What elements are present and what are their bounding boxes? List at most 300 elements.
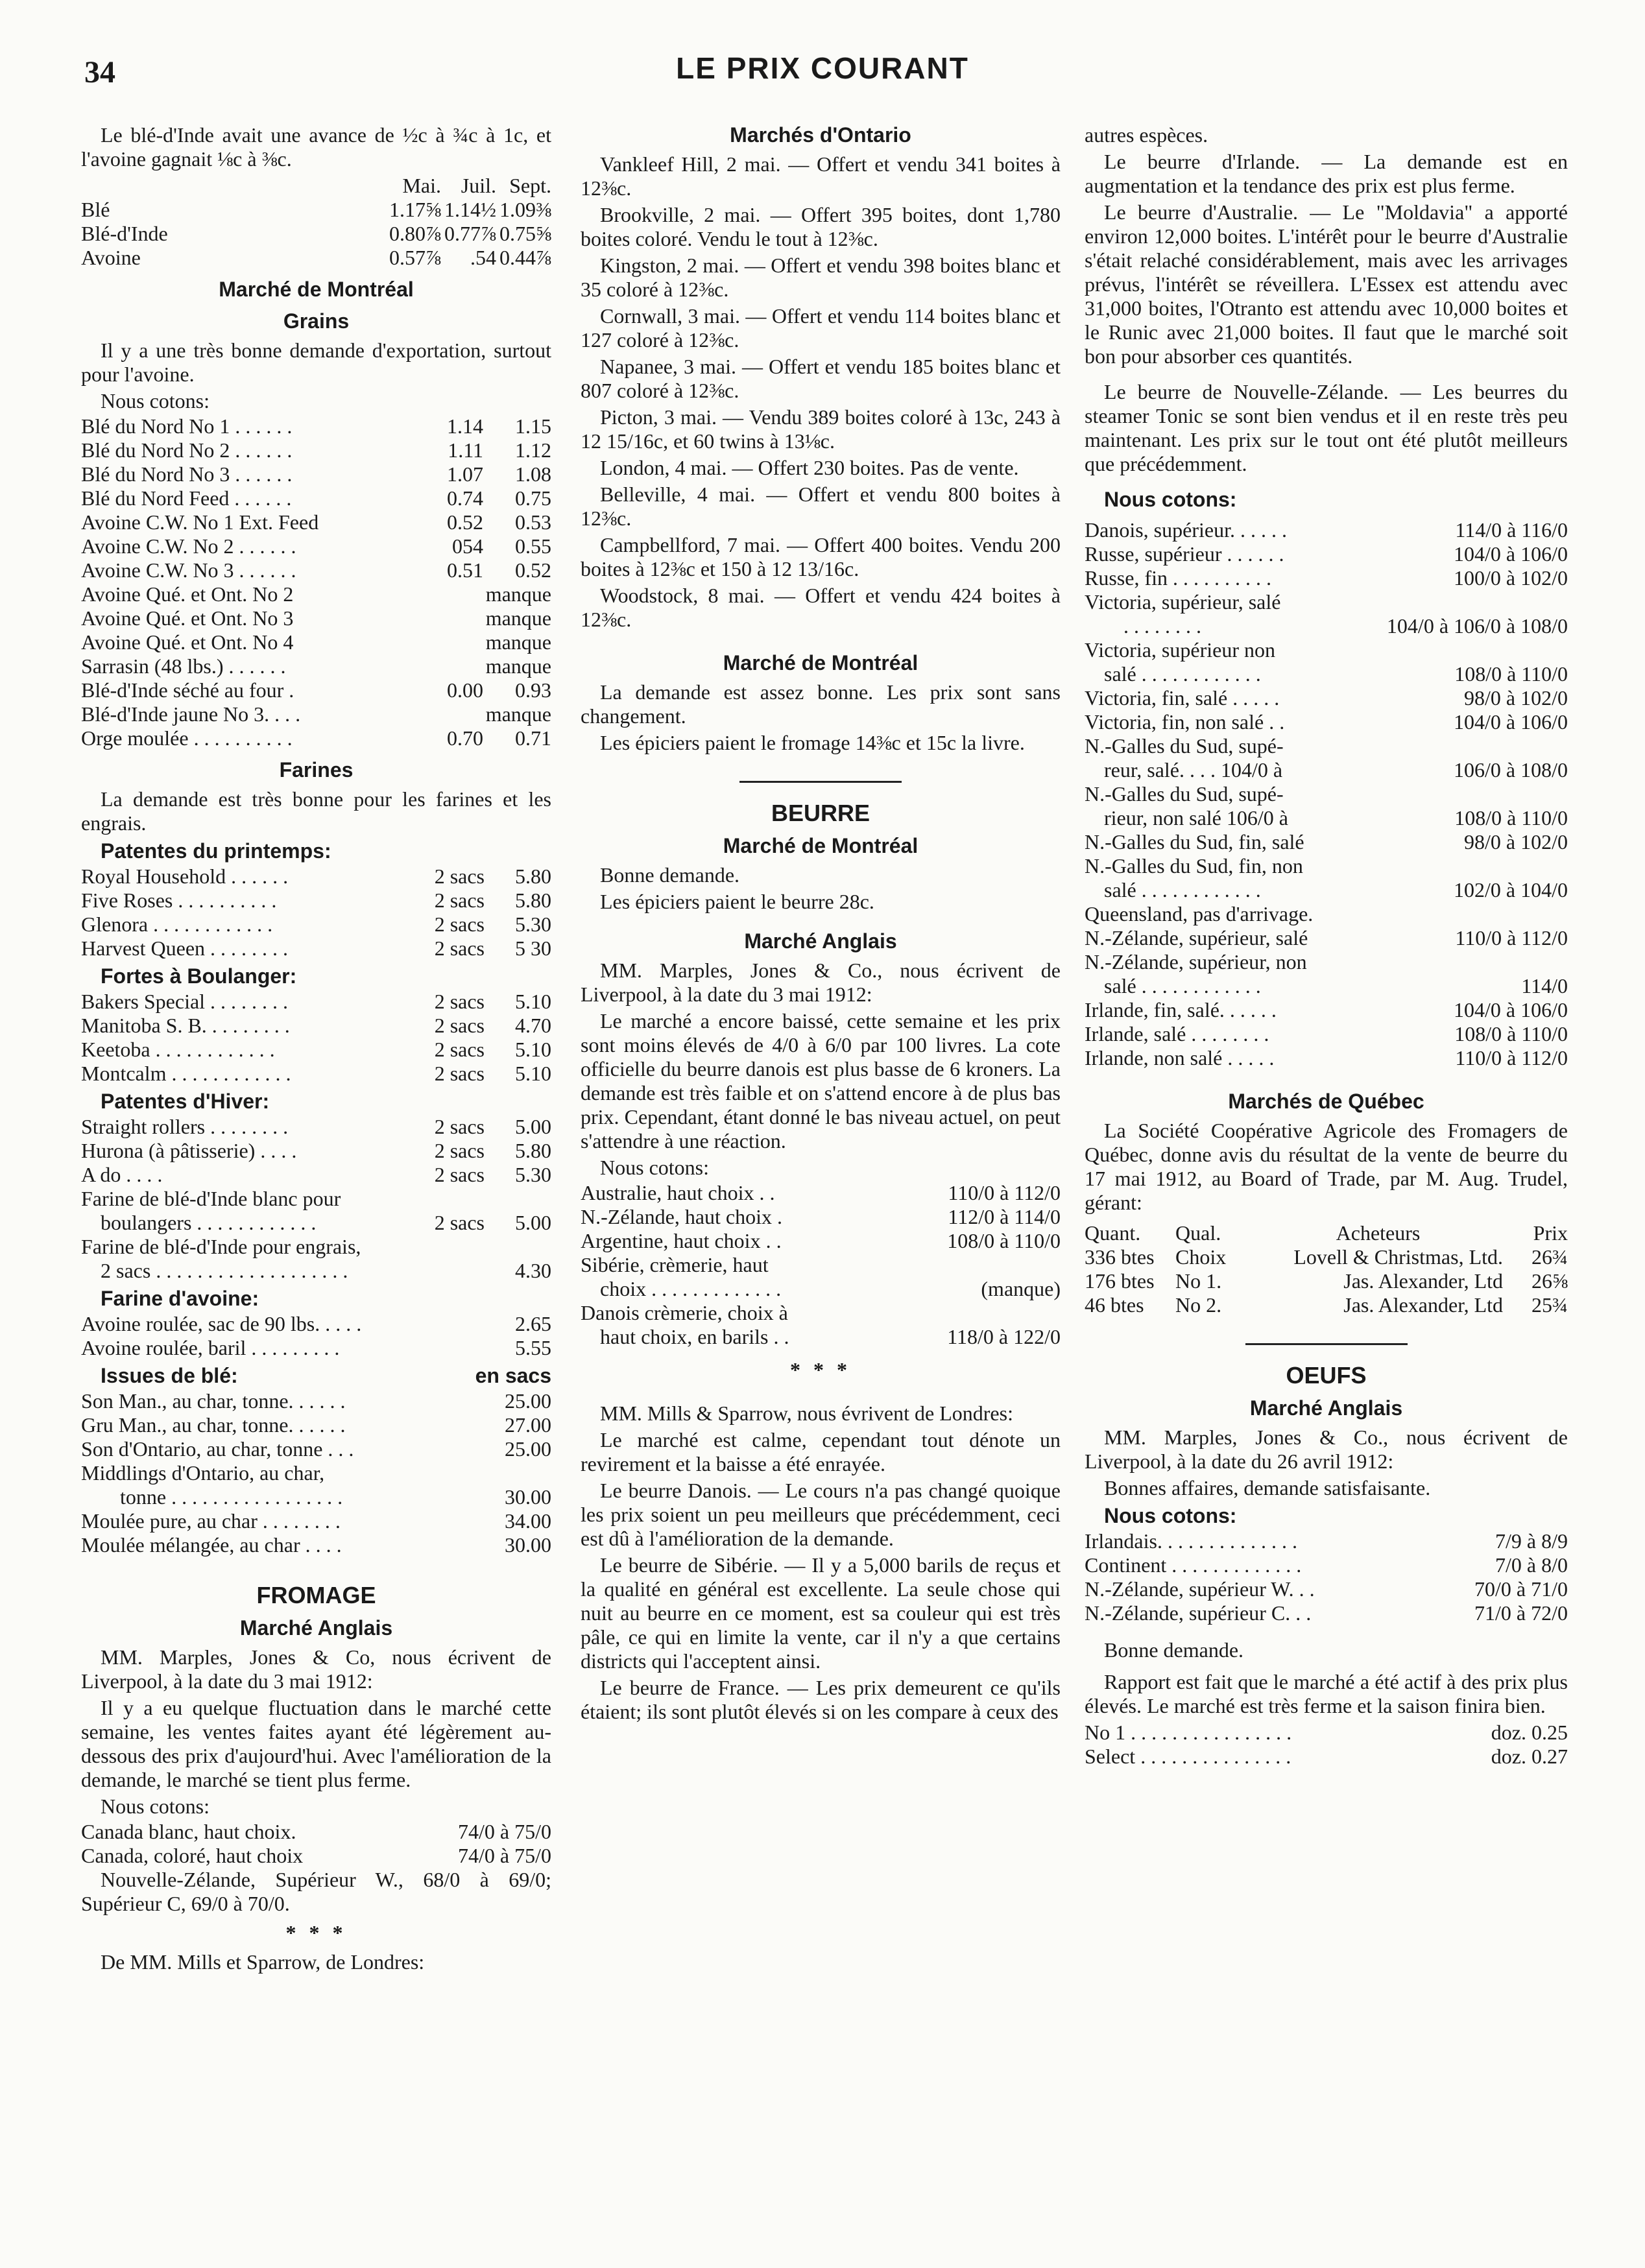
row-label: tonne . . . . . . . . . . . . . . . . .: [120, 1485, 343, 1509]
row-qty: 2 sacs: [434, 1062, 485, 1085]
subsection-heading: Fortes à Boulanger:: [101, 964, 297, 988]
flour-row: [81, 1014, 551, 1038]
row-price: 34.00: [505, 1509, 551, 1533]
price-row: [1085, 518, 1568, 542]
row-values: [410, 582, 551, 606]
flour-row: [81, 1115, 551, 1139]
price-row-line: [1085, 878, 1568, 902]
nous-cotons-label: Nous cotons:: [1104, 1504, 1237, 1527]
row-price: 74/0 à 75/0: [458, 1820, 551, 1843]
price-high: manque: [485, 654, 551, 678]
row-price: 118/0 à 122/0: [947, 1325, 1061, 1348]
row-label: Montcalm . . . . . . . . . . . .: [81, 1062, 291, 1085]
issues-heading-row: [101, 1364, 551, 1388]
price-low: 1.14: [447, 414, 483, 438]
price-row: [581, 1301, 1061, 1349]
row-values: [410, 702, 551, 726]
price-high: 0.75: [515, 486, 551, 510]
flour-row: [81, 889, 551, 913]
section-title: Marché de Montréal: [219, 278, 414, 301]
flour-row: [81, 865, 551, 889]
intro-paragraph: Le blé-d'Inde avait une avance de ½c à ¾c à 1c, et l'avoine gagnait ⅛c à ⅜c.: [81, 123, 551, 171]
price-row: [81, 1844, 551, 1868]
grain-row: [81, 438, 551, 462]
mills-paragraph: MM. Mills & Sparrow, nous évrivent de Londres:: [600, 1402, 1013, 1425]
row-price: 5.80: [515, 865, 551, 888]
price-high: 0.71: [515, 726, 551, 750]
price-high: 0.55: [515, 534, 551, 558]
grain-row: [81, 510, 551, 534]
price-row: [1085, 710, 1568, 734]
row-price: 25.00: [505, 1437, 551, 1461]
price-high: 0.53: [515, 510, 551, 534]
column-2: [581, 123, 1061, 1726]
value-july: 0.77⅞: [444, 222, 496, 245]
row-label: Blé-d'Inde jaune No 3. . . .: [81, 702, 301, 726]
price-row: [81, 1312, 551, 1336]
grain-row: [81, 678, 551, 702]
price-low: 0.51: [447, 558, 483, 582]
grain-row: [81, 702, 551, 726]
price-low: 1.07: [447, 462, 483, 486]
row-price: 114/0: [1521, 974, 1568, 997]
separator-stars: * * *: [285, 1921, 347, 1944]
row-label: Bakers Special . . . . . . . .: [81, 990, 289, 1013]
row-values: [410, 534, 551, 558]
header-july: Juil.: [461, 174, 496, 197]
row-qty: 2 sacs: [434, 1038, 485, 1061]
beurre-paragraph: Le beurre de Nouvelle-Zélande. — Les beurres du steamer Tonic se sont bien vendus et il en reste très peu maintenant. Les prix sur le tout ont été plutôt meilleurs que précédemment.: [1085, 380, 1568, 475]
page-number: 34: [84, 55, 115, 90]
row-price: 4.30: [515, 1259, 551, 1282]
row-values: [410, 558, 551, 582]
row-label: Blé-d'Inde séché au four .: [81, 678, 294, 702]
price-row: [1085, 998, 1568, 1022]
grain-row: [81, 582, 551, 606]
row-price: 2.65: [515, 1312, 551, 1335]
fromage-paragraph: De MM. Mills et Sparrow, de Londres:: [101, 1950, 425, 1974]
grain-row: [81, 462, 551, 486]
section-title: FROMAGE: [256, 1582, 376, 1608]
mills-paragraph: Le beurre Danois. — Le cours n'a pas changé quoique les prix soient un peu meilleurs que précédemment, ceci est dû à l'amélioration de la demande.: [581, 1479, 1061, 1550]
row-label: Avoine C.W. No 2 . . . . . .: [81, 534, 296, 558]
subsection-heading: Patentes du printemps:: [101, 839, 331, 863]
row-label: N.-Galles du Sud, supé-: [1085, 734, 1284, 758]
row-qty: 2 sacs: [434, 1014, 485, 1037]
cell-quality: Choix: [1175, 1245, 1227, 1269]
row-label: Russe, supérieur . . . . . .: [1085, 542, 1284, 566]
price-row: [81, 1437, 551, 1461]
price-row: [81, 1413, 551, 1437]
separator-stars: * * *: [790, 1358, 851, 1381]
price-row: [1085, 926, 1568, 950]
price-row: [1085, 782, 1568, 830]
row-label: Farine de blé-d'Inde blanc pour: [81, 1187, 341, 1210]
row-price: 5.80: [515, 889, 551, 912]
price-row: [81, 1533, 551, 1557]
row-label: Blé du Nord No 2 . . . . . .: [81, 438, 293, 462]
nous-cotons-label: Nous cotons:: [101, 1795, 210, 1818]
row-qty: 2 sacs: [434, 889, 485, 912]
ontario-market-paragraph: Cornwall, 3 mai. — Offert et vendu 114 boites blanc et 127 coloré à 12⅜c.: [581, 304, 1061, 352]
row-label: Royal Household . . . . . .: [81, 865, 289, 888]
value-july: 1.14½: [444, 198, 496, 221]
row-price: 4.70: [515, 1014, 551, 1037]
row-values: [410, 654, 551, 678]
unit-label: en sacs: [475, 1364, 551, 1387]
montreal-paragraph: Les épiciers paient le fromage 14⅜c et 15c la livre.: [600, 731, 1025, 754]
price-row: [1085, 734, 1568, 782]
section-divider: [739, 781, 902, 783]
row-price: 5.00: [515, 1115, 551, 1138]
value-may: 0.57⅞: [389, 246, 441, 269]
row-label: N.-Galles du Sud, fin, salé: [1085, 830, 1304, 853]
fromage-nz-paragraph: Nouvelle-Zélande, Supérieur W., 68/0 à 69/0; Supérieur C, 69/0 à 70/0.: [81, 1868, 551, 1915]
row-price: 5 30: [515, 937, 551, 960]
anglais-paragraph: MM. Marples, Jones & Co., nous écrivent de Liverpool, à la date du 3 mai 1912:: [581, 959, 1061, 1006]
price-row: [581, 1181, 1061, 1205]
row-price: 30.00: [505, 1533, 551, 1557]
table-row: [1085, 1293, 1568, 1317]
row-label: N.-Galles du Sud, supé-: [1085, 782, 1284, 806]
row-label: Sarrasin (48 lbs.) . . . . . .: [81, 654, 286, 678]
price-row: [1085, 686, 1568, 710]
row-price: 104/0 à 106/0: [1454, 542, 1568, 566]
fromage-paragraph: Il y a eu quelque fluctuation dans le marché cette semaine, les ventes faites ayant été légèrement au-dessous des prix d'aujourd'hui. Avec l'amélioration de la demande, le marché se tient plus ferme.: [81, 1696, 551, 1791]
quebec-table: [1085, 1221, 1568, 1317]
row-price: 108/0 à 110/0: [947, 1229, 1061, 1252]
column-1: [81, 123, 551, 1977]
section-subtitle: Marché de Montréal: [723, 651, 919, 674]
futures-header: [81, 174, 551, 198]
row-values: [410, 510, 551, 534]
row-values: [410, 486, 551, 510]
row-label: Victoria, supérieur, salé: [1085, 590, 1281, 614]
flour-row: [81, 937, 551, 961]
row-label: Avoine Qué. et Ont. No 4: [81, 630, 294, 654]
row-price: 104/0 à 106/0 à 108/0: [1386, 614, 1568, 638]
table-header-row: [1085, 1221, 1568, 1245]
flour-row: [81, 913, 551, 937]
cell-buyer: Jas. Alexander, Ltd: [1343, 1269, 1503, 1293]
row-price: 5.10: [515, 1038, 551, 1061]
row-price: 112/0 à 114/0: [948, 1205, 1061, 1228]
row-values: [410, 414, 551, 438]
price-high: 1.08: [515, 462, 551, 486]
grain-row: [81, 630, 551, 654]
subsection-heading: Farine d'avoine:: [101, 1287, 259, 1310]
ontario-market-paragraph: Napanee, 3 mai. — Offert et vendu 185 boites blanc et 807 coloré à 12⅜c.: [581, 355, 1061, 402]
continued-paragraph: autres espèces.: [1085, 123, 1208, 147]
grain-row: [81, 414, 551, 438]
ontario-market-paragraph: Brookville, 2 mai. — Offert 395 boites, dont 1,780 boites coloré. Vendu le tout à 12⅜c.: [581, 203, 1061, 250]
price-high: 0.52: [515, 558, 551, 582]
row-label: Orge moulée . . . . . . . . . .: [81, 726, 293, 750]
row-qty: 2 sacs: [434, 1139, 485, 1162]
price-row: [1085, 1721, 1568, 1745]
row-qty: 2 sacs: [434, 865, 485, 888]
row-label: Avoine roulée, baril . . . . . . . . .: [81, 1336, 340, 1359]
row-label: No 1 . . . . . . . . . . . . . . . .: [1085, 1721, 1292, 1744]
price-row: [81, 1389, 551, 1413]
row-label: Argentine, haut choix . .: [581, 1229, 782, 1252]
row-label: Select . . . . . . . . . . . . . . .: [1085, 1745, 1291, 1768]
section-subtitle: Marchés de Québec: [1228, 1090, 1424, 1113]
row-label: N.-Zélande, supérieur W. . .: [1085, 1577, 1315, 1601]
queensland-line: Queensland, pas d'arrivage.: [1085, 902, 1314, 925]
price-row-line: [1085, 710, 1568, 734]
ontario-market-paragraph: Belleville, 4 mai. — Offert et vendu 800 boites à 12⅜c.: [581, 483, 1061, 530]
row-label: Irlande, salé . . . . . . . .: [1085, 1022, 1269, 1045]
row-qty: 2 sacs: [434, 990, 485, 1013]
price-row-line: [1085, 830, 1568, 854]
row-values: [384, 222, 551, 246]
section-subtitle: Grains: [283, 309, 350, 333]
table-header: Quant.: [1085, 1221, 1141, 1245]
table-header: Acheteurs: [1336, 1221, 1421, 1245]
row-label: Farine de blé-d'Inde pour engrais,: [81, 1235, 361, 1258]
table-row: [1085, 1269, 1568, 1293]
price-row: [81, 1187, 551, 1235]
row-values: [410, 630, 551, 654]
value-may: 1.17⅝: [389, 198, 441, 221]
row-price: 98/0 à 102/0: [1464, 830, 1568, 853]
mills-paragraph: Le marché est calme, cependant tout dénote un revirement et la baisse a été enrayée.: [581, 1428, 1061, 1475]
row-label: Avoine C.W. No 3 . . . . . .: [81, 558, 296, 582]
row-label: Blé du Nord Feed . . . . . .: [81, 486, 292, 510]
page-title: LE PRIX COURANT: [676, 51, 969, 85]
futures-row: [81, 246, 551, 270]
price-row-line: [1085, 806, 1568, 830]
row-values: [384, 198, 551, 222]
price-low: 0.52: [447, 510, 483, 534]
row-label: Avoine C.W. No 1 Ext. Feed: [81, 510, 319, 534]
section-subtitle: Marchés d'Ontario: [730, 123, 911, 147]
row-label: Blé du Nord No 3 . . . . . .: [81, 462, 293, 486]
column-3: [1085, 123, 1568, 1769]
row-label: Straight rollers . . . . . . . .: [81, 1115, 289, 1138]
montreal-paragraph: La demande est assez bonne. Les prix sont sans changement.: [581, 680, 1061, 728]
section-title: BEURRE: [771, 800, 870, 826]
price-row-line: [1085, 662, 1568, 686]
row-price: 110/0 à 112/0: [948, 1181, 1061, 1204]
row-values: [410, 726, 551, 750]
mills-paragraph: Le beurre de France. — Les prix demeurent ce qu'ils étaient; ils sont plutôt élevés si on les compare à ceux des: [581, 1676, 1061, 1723]
futures-row: [81, 198, 551, 222]
price-row: [581, 1205, 1061, 1229]
row-label: Irlandais. . . . . . . . . . . . . .: [1085, 1529, 1297, 1553]
row-label: Victoria, fin, salé . . . . .: [1085, 686, 1280, 710]
row-price: 5.80: [515, 1139, 551, 1162]
value-sept: 0.44⅞: [499, 246, 551, 269]
ontario-market-paragraph: Picton, 3 mai. — Vendu 389 boites coloré à 13c, 243 à 12 15/16c, et 60 twins à 13⅛c.: [581, 405, 1061, 453]
row-label: Irlande, non salé . . . . .: [1085, 1046, 1275, 1069]
header-sept: Sept.: [509, 174, 551, 197]
cell-price: 26¾: [1531, 1245, 1568, 1269]
anglais-paragraph: Le marché a encore baissé, cette semaine et les prix sont moins élevés de 4/0 à 6/0 par 100 livres. La cote officielle du beurre danois est plus basse de 6 kroners. La demande est très faible et on s'attend encore à de plus bas prix. Cependant, étant donné le bas niveau actuel, on peut s'attendre à une réaction.: [581, 1009, 1061, 1152]
section-subtitle: Marché Anglais: [744, 929, 897, 953]
oeufs-paragraph: MM. Marples, Jones & Co., nous écrivent de Liverpool, à la date du 26 avril 1912:: [1085, 1426, 1568, 1473]
row-price: 114/0 à 116/0: [1455, 518, 1568, 542]
price-high: 1.12: [515, 438, 551, 462]
price-high: manque: [485, 630, 551, 654]
row-values: [410, 462, 551, 486]
ontario-market-paragraph: Campbellford, 7 mai. — Offert 400 boites. Vendu 200 boites à 12⅜c et 150 à 12 13/16c.: [581, 533, 1061, 580]
subsection-heading: Issues de blé:: [101, 1364, 238, 1387]
row-qty: 2 sacs: [434, 937, 485, 960]
row-label: N.-Galles du Sud, fin, non: [1085, 854, 1303, 877]
row-price: 104/0 à 106/0: [1454, 710, 1568, 734]
row-label: haut choix, en barils . .: [600, 1325, 789, 1348]
price-row-line: [1085, 926, 1568, 950]
row-price: 110/0 à 112/0: [1455, 926, 1568, 949]
cell-quantity: 336 btes: [1085, 1245, 1155, 1269]
row-price: 5.30: [515, 1163, 551, 1186]
price-row-line: [1085, 1046, 1568, 1070]
row-label: reur, salé. . . . 104/0 à: [1104, 758, 1283, 782]
cell-quantity: 176 btes: [1085, 1269, 1155, 1293]
row-label: Gru Man., au char, tonne. . . . . .: [81, 1413, 346, 1437]
flour-row: [81, 1163, 551, 1187]
price-row: [1085, 1577, 1568, 1601]
cell-buyer: Jas. Alexander, Ltd: [1343, 1293, 1503, 1317]
grain-row: [81, 534, 551, 558]
row-label: Son Man., au char, tonne. . . . . .: [81, 1389, 346, 1413]
price-row: [1085, 950, 1568, 998]
row-label: Canada blanc, haut choix.: [81, 1820, 296, 1843]
price-high: 0.93: [515, 678, 551, 702]
row-price: 5.10: [515, 1062, 551, 1085]
price-row: [581, 1229, 1061, 1253]
row-price: (manque): [981, 1277, 1061, 1300]
price-row: [1085, 1601, 1568, 1625]
row-qty: 2 sacs: [434, 1163, 485, 1186]
row-price: 5.10: [515, 990, 551, 1013]
row-label: Avoine Qué. et Ont. No 3: [81, 606, 294, 630]
price-row: [81, 1336, 551, 1360]
row-label: Avoine roulée, sac de 90 lbs. . . . .: [81, 1312, 362, 1335]
quebec-paragraph: La Société Coopérative Agricole des Fromagers de Québec, donne avis du résultat de la vente de beurre du 17 mai 1912, au Board of Trade, par M. Aug. Trudel, gérant:: [1085, 1119, 1568, 1214]
page-header: [0, 51, 1645, 96]
section-title: OEUFS: [1286, 1362, 1367, 1389]
row-label: Keetoba . . . . . . . . . . . .: [81, 1038, 275, 1061]
row-label: Continent . . . . . . . . . . . . .: [1085, 1553, 1302, 1577]
row-price: 74/0 à 75/0: [458, 1844, 551, 1867]
price-high: manque: [485, 582, 551, 606]
nous-cotons-label: Nous cotons:: [600, 1156, 709, 1179]
farines-paragraph: La demande est très bonne pour les farines et les engrais.: [81, 787, 551, 835]
beurre-paragraph: Les épiciers paient le beurre 28c.: [600, 890, 874, 913]
row-label: . . . . . . . .: [1123, 614, 1201, 638]
cell-quality: No 2.: [1175, 1293, 1222, 1317]
flour-row: [81, 1139, 551, 1163]
cell-price: 25¾: [1531, 1293, 1568, 1317]
price-row: [81, 1820, 551, 1844]
section-subtitle: Farines: [279, 758, 354, 782]
row-price: 108/0 à 110/0: [1454, 806, 1568, 830]
row-label: Canada, coloré, haut choix: [81, 1844, 304, 1867]
row-price: 5.00: [515, 1211, 551, 1234]
row-label: Australie, haut choix . .: [581, 1181, 775, 1204]
row-price: 25.00: [505, 1389, 551, 1413]
price-low: 1.11: [448, 438, 483, 462]
ontario-market-paragraph: Kingston, 2 mai. — Offert et vendu 398 boites blanc et 35 coloré à 12⅜c.: [581, 254, 1061, 301]
value-may: 0.80⅞: [389, 222, 441, 245]
row-price: 30.00: [505, 1485, 551, 1509]
row-qty: 2 sacs: [434, 1211, 485, 1234]
value-sept: 0.75⅝: [499, 222, 551, 245]
section-subtitle: Marché Anglais: [1249, 1396, 1403, 1420]
row-price: 98/0 à 102/0: [1464, 686, 1568, 710]
row-label: salé . . . . . . . . . . . .: [1104, 974, 1261, 997]
price-row: [1085, 566, 1568, 590]
flour-row: [81, 1062, 551, 1086]
grain-row: [81, 558, 551, 582]
row-qty: 2 sacs: [434, 1115, 485, 1138]
row-label: 2 sacs . . . . . . . . . . . . . . . . . . .: [101, 1259, 348, 1282]
price-row: [1085, 1022, 1568, 1046]
grain-row: [81, 726, 551, 750]
row-label: Irlande, fin, salé. . . . . .: [1085, 998, 1277, 1021]
row-price: 110/0 à 112/0: [1455, 1046, 1568, 1069]
price-row-line: [1085, 1022, 1568, 1046]
row-label: Moulée mélangée, au char . . . .: [81, 1533, 342, 1557]
row-label: N.-Zélande, haut choix .: [581, 1205, 782, 1228]
beurre-paragraph: Le beurre d'Irlande. — La demande est en augmentation et la tendance des prix est plus ferme.: [1085, 150, 1568, 197]
row-price: 104/0 à 106/0: [1454, 998, 1568, 1021]
fromage-paragraph: MM. Marples, Jones & Co, nous écrivent de Liverpool, à la date du 3 mai 1912:: [81, 1645, 551, 1693]
row-label: Danois, supérieur. . . . . .: [1085, 518, 1287, 542]
nous-cotons-label: Nous cotons:: [1104, 488, 1237, 511]
price-low: 0.70: [447, 726, 483, 750]
row-label: Victoria, fin, non salé . .: [1085, 710, 1285, 734]
row-price: 7/0 à 8/0: [1495, 1553, 1568, 1577]
row-values: [410, 678, 551, 702]
row-price: 71/0 à 72/0: [1474, 1601, 1568, 1625]
oeufs-paragraph: Bonne demande.: [1104, 1638, 1244, 1662]
section-divider: [1245, 1343, 1408, 1345]
row-label: Hurona (à pâtisserie) . . . .: [81, 1139, 297, 1162]
row-label: N.-Zélande, supérieur, non: [1085, 950, 1307, 973]
nous-cotons-label: Nous cotons:: [101, 389, 210, 412]
price-low: 054: [452, 534, 483, 558]
row-values: [410, 438, 551, 462]
row-price: 7/9 à 8/9: [1495, 1529, 1568, 1553]
row-label: Son d'Ontario, au char, tonne . . .: [81, 1437, 354, 1461]
beurre-paragraph: Bonne demande.: [600, 863, 740, 887]
row-price: doz. 0.27: [1491, 1745, 1568, 1768]
row-label: Five Roses . . . . . . . . . .: [81, 889, 277, 912]
value-july: .54: [470, 246, 496, 269]
row-price: 27.00: [505, 1413, 551, 1437]
row-price: 108/0 à 110/0: [1454, 662, 1568, 686]
row-price: 5.55: [515, 1336, 551, 1359]
cell-buyer: Lovell & Christmas, Ltd.: [1293, 1245, 1503, 1269]
row-price: 102/0 à 104/0: [1454, 878, 1568, 901]
grain-row: [81, 654, 551, 678]
oeufs-paragraph: Rapport est fait que le marché a été actif à des prix plus élevés. Le marché est très ferme et la saison finira bien.: [1085, 1670, 1568, 1717]
row-price: 106/0 à 108/0: [1454, 758, 1568, 782]
price-row: [81, 1461, 551, 1509]
price-row: [81, 1235, 551, 1283]
row-label: N.-Zélande, supérieur, salé: [1085, 926, 1308, 949]
row-values: [410, 606, 551, 630]
price-low: 0.74: [447, 486, 483, 510]
price-row-line: [1085, 758, 1568, 782]
price-row-line: [1085, 974, 1568, 998]
row-label: boulangers . . . . . . . . . . . .: [101, 1211, 317, 1234]
row-label: Sibérie, crèmerie, haut: [581, 1253, 769, 1276]
